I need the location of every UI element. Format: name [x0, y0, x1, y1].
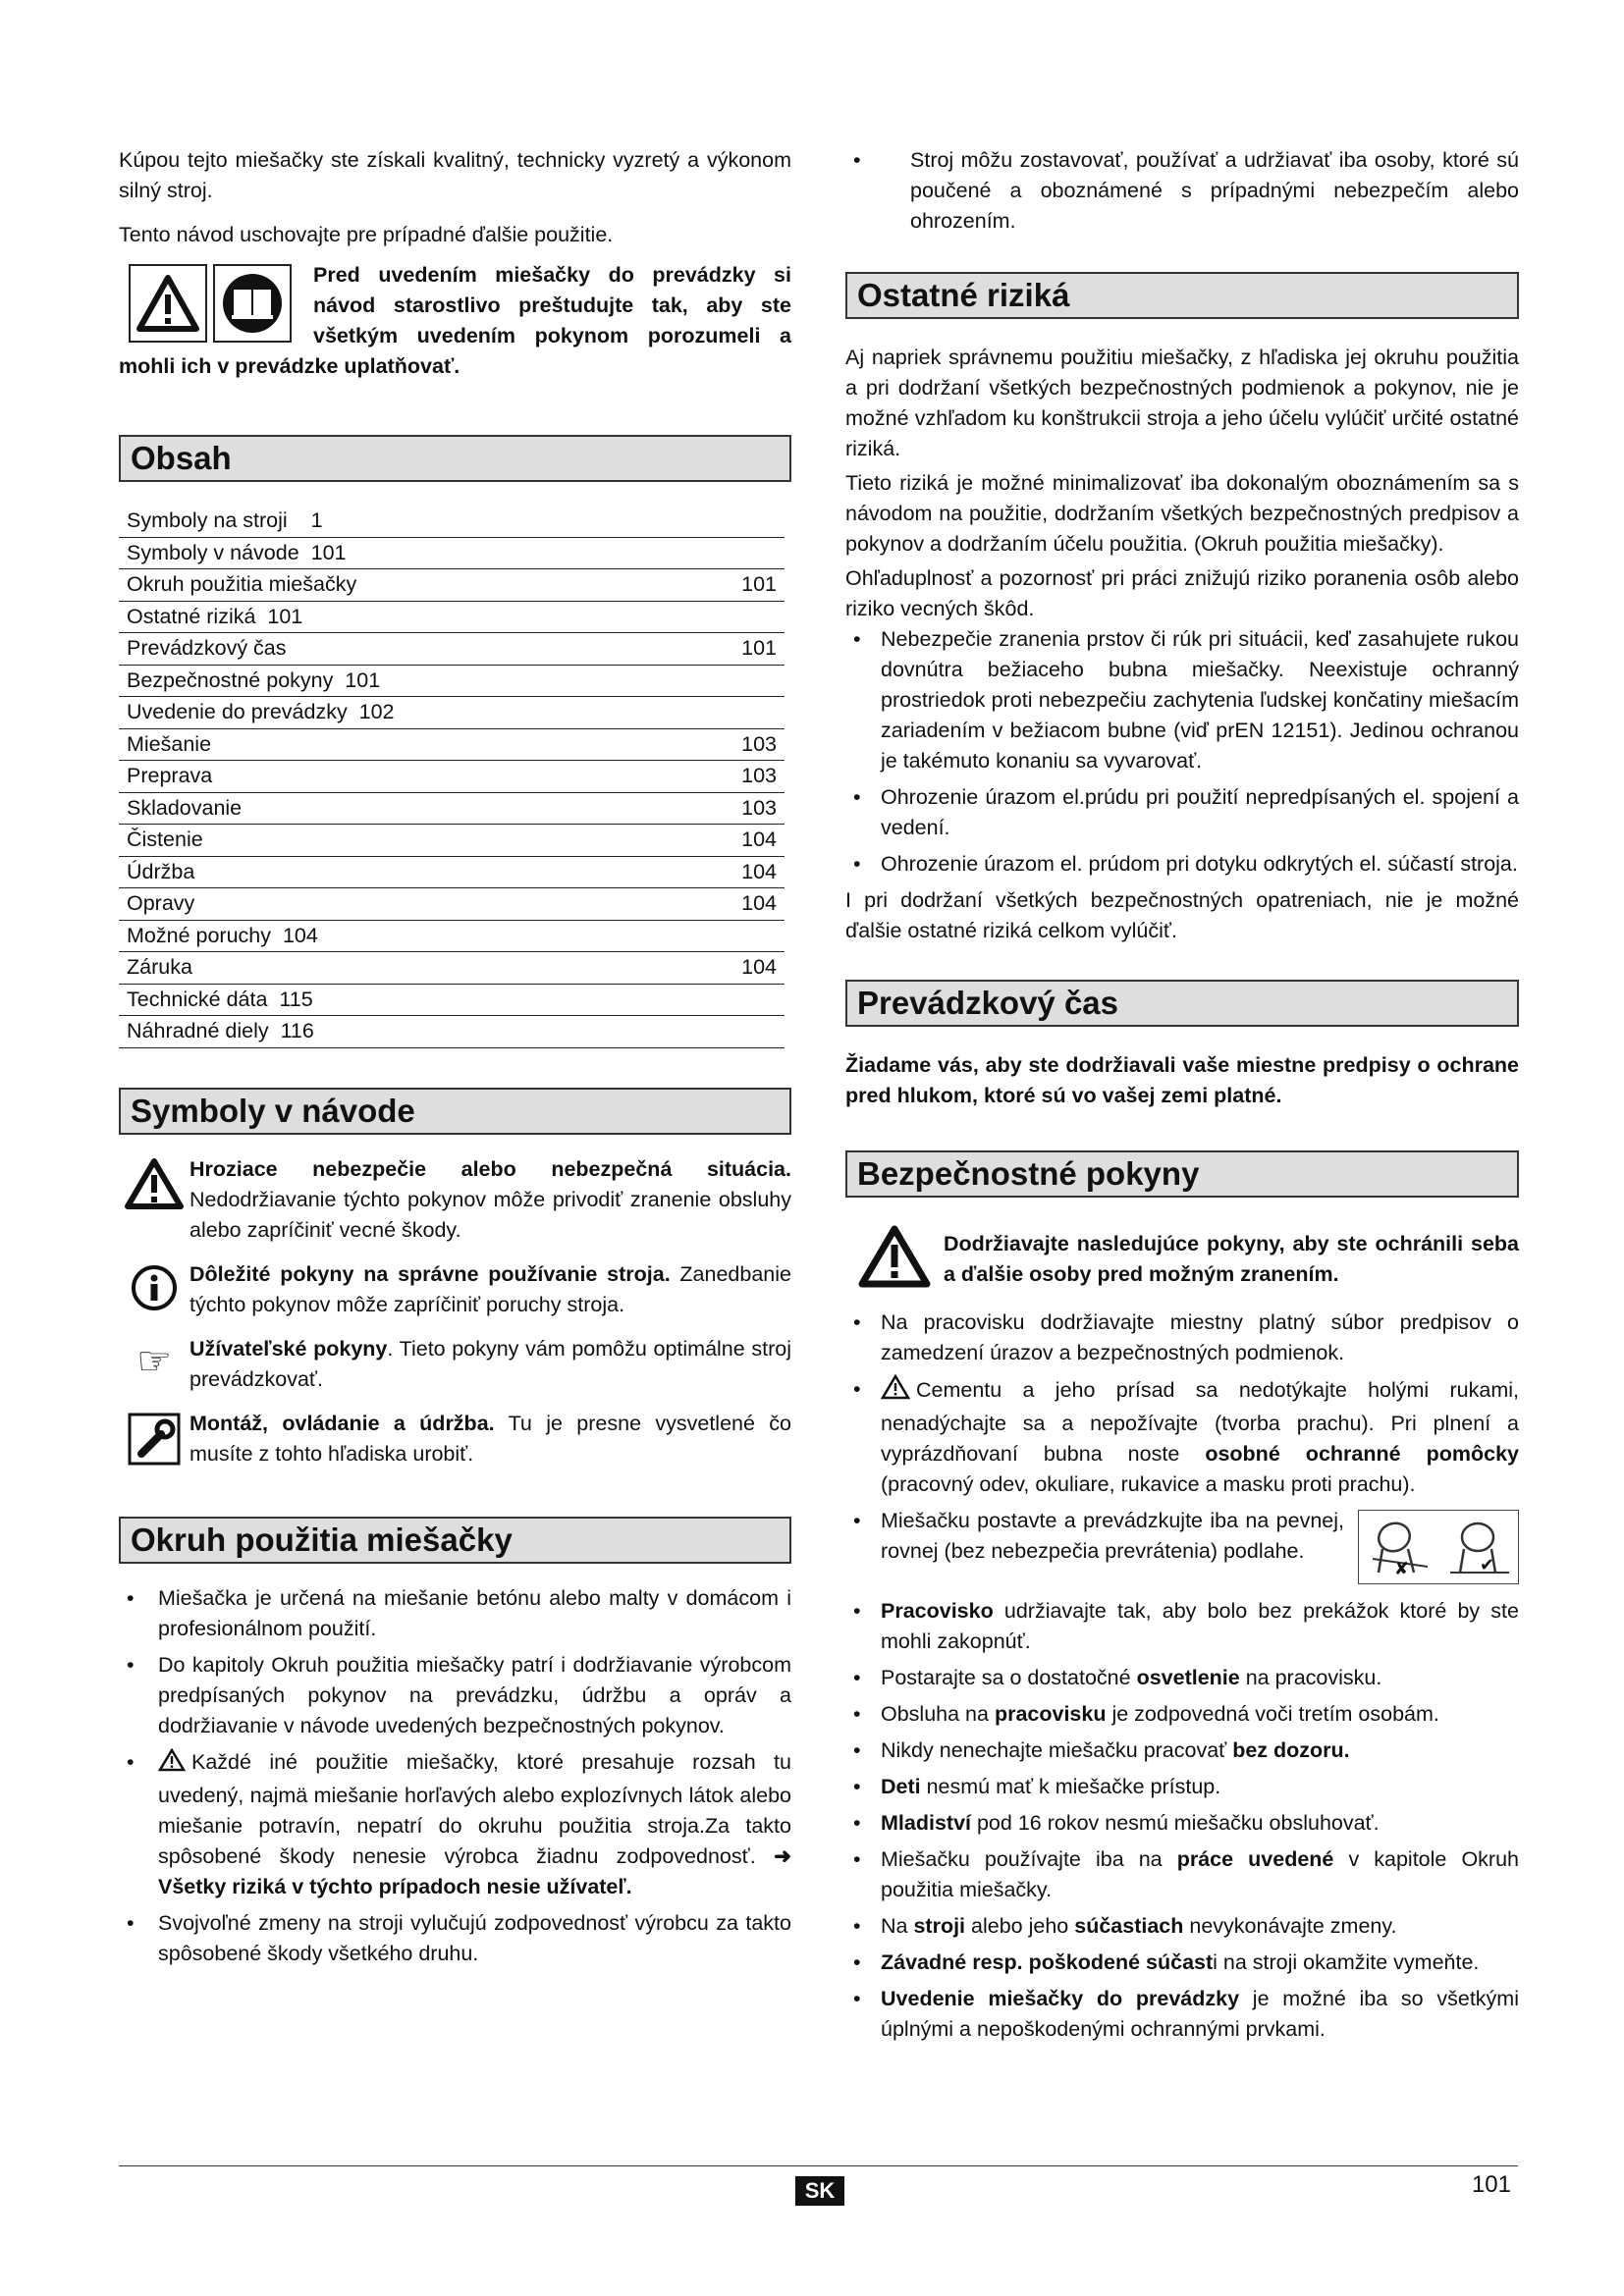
list-item: • Nikdy nenechajte miešačku pracovať bez dozoru.	[845, 1735, 1519, 1766]
symbol-info-title: Dôležité pokyny na správne používanie stroja.	[189, 1261, 671, 1286]
toc-label: Záruka	[119, 952, 690, 985]
list-item: • Nebezpečie zranenia prstov či rúk pri situácii, keď zasahujete rukou dovnútra bežiaceho bubna miešačky. Neexistuje ochranný prostriedok proti nebezpečiu zachytenia ľudskej končatiny miešacím zariadením v bežiacom bubne (viď prEN 12151). Jedinou ochranou je takémuto konaniu sa vyvarovať.	[845, 624, 1519, 776]
symbol-danger-title: Hroziace nebezpečie alebo nebezpečná situácia.	[189, 1156, 791, 1181]
symbol-info-text: Zanedbanie týchto pokynov môže zapríčiniť poruchy stroja.	[189, 1261, 791, 1316]
intro-paragraph-1: Kúpou tejto miešačky ste získali kvalitný, technicky vyzretý a výkonom silný stroj.	[119, 148, 791, 202]
symbol-assembly-row	[119, 1409, 791, 1469]
list-item: • Ohrozenie úrazom el.prúdu pri použití nepredpísaných el. spojení a vedení.	[845, 782, 1519, 843]
section-title-symboly: Symboly v návode	[119, 1088, 791, 1135]
warning-icons	[129, 264, 296, 345]
toc-label: Skladovanie	[119, 792, 690, 825]
list-item: • Miešačka je určená na miešanie betónu alebo malty v domácom i profesionálnom použití.	[119, 1583, 791, 1644]
footer-divider	[119, 2165, 1518, 2166]
list-item: • Každé iné použitie miešačky, ktoré presahuje rozsah tu uvedený, najmä miešanie horľavých alebo explozívnych látok alebo miešanie potravín, nepatrí do okruhu použitia stroja.Za takto spôsobené škody nenesie výrobca žiadnu zodpovednosť. ➜ Všetky riziká v týchto prípadoch nesie užívateľ.	[119, 1747, 791, 1902]
toc-row	[119, 506, 785, 537]
section-title-bezpecnostne-pokyny: Bezpečnostné pokyny	[845, 1150, 1519, 1198]
toc-row	[119, 1016, 785, 1048]
toc-row	[119, 792, 785, 825]
toc-page	[690, 601, 785, 633]
risks-list	[845, 624, 1519, 880]
list-item: • Na pracovisku dodržiavajte miestny platný súbor predpisov o zamedzení úrazov a bezpečnostných podmienok.	[845, 1308, 1519, 1368]
info-icon	[119, 1259, 189, 1320]
toc-label: Čistenie	[119, 825, 690, 857]
list-item: • Cementu a jeho prísad sa nedotýkajte holými rukami, nenadýchajte sa a nepožívajte (tvorba prachu). Pri plnení a vyprázdňovaní bubna noste osobné ochranné pomôcky (pracovný odev, okuliare, rukavice a masku proti prachu).	[845, 1374, 1519, 1500]
toc-row	[119, 665, 785, 697]
toc-page	[690, 665, 785, 697]
toc-label: Bezpečnostné pokyny 101	[119, 665, 690, 697]
svg-text:✔: ✔	[1479, 1555, 1494, 1575]
toc-row	[119, 952, 785, 985]
wrench-icon	[119, 1409, 189, 1469]
toc-page: 103	[690, 728, 785, 761]
toc-row	[119, 888, 785, 921]
risks-paragraph-4: I pri dodržaní všetkých bezpečnostných opatreniach, nie je možné ďalšie ostatné riziká celkom vylúčiť.	[845, 888, 1519, 942]
toc-page	[690, 984, 785, 1016]
toc-page: 104	[690, 856, 785, 888]
toc-row	[119, 697, 785, 729]
intro-paragraph-2: Tento návod uschovajte pre prípadné ďalšie použitie.	[119, 223, 614, 246]
safety-warning-row	[845, 1221, 1519, 1290]
toc-label: Údržba	[119, 856, 690, 888]
toc-page: 101	[690, 569, 785, 602]
toc-label: Okruh použitia miešačky	[119, 569, 690, 602]
toc-label: Miešanie	[119, 728, 690, 761]
toc-row	[119, 601, 785, 633]
section-title-ostatne-rizika: Ostatné riziká	[845, 272, 1519, 319]
toc-label: Náhradné diely 116	[119, 1016, 690, 1048]
section-title-prevadzkovy-cas: Prevádzkový čas	[845, 980, 1519, 1027]
warning-triangle-icon	[845, 1221, 944, 1290]
toc-page: 104	[690, 952, 785, 985]
symbol-assembly-title: Montáž, ovládanie a údržba.	[189, 1411, 495, 1435]
section-title-okruh: Okruh použitia miešačky	[119, 1517, 791, 1564]
arrow-icon: ➜	[773, 1843, 791, 1868]
toc-row	[119, 728, 785, 761]
list-item: • Do kapitoly Okruh použitia miešačky patrí i dodržiavanie výrobcom predpísaných pokynov na prevádzku, údržbu a opráv a dodržiavanie v návode uvedených bezpečnostných pokynov.	[119, 1650, 791, 1741]
toc-label: Možné poruchy 104	[119, 920, 690, 952]
symbol-hint-text: . Tieto pokyny vám pomôžu optimálne stroj prevádzkovať.	[189, 1336, 791, 1391]
toc-label: Symboly na stroji 1	[119, 506, 690, 537]
section-title-obsah: Obsah	[119, 435, 791, 482]
safety-list	[845, 1308, 1519, 2045]
list-item: • Závadné resp. poškodené súčasti na stroji okamžite vymeňte.	[845, 1948, 1519, 1978]
warning-triangle-icon	[129, 264, 207, 343]
toc-row	[119, 537, 785, 569]
symbol-danger-row	[119, 1154, 791, 1246]
toc-page: 101	[690, 633, 785, 666]
toc-page	[690, 537, 785, 569]
toc-row	[119, 569, 785, 602]
list-item: • ✘ ✔ Miešačku postavte a prevádzkujte iba na pevnej, rovnej (bez nebezpečia prevrátenia) podlahe.	[845, 1506, 1519, 1590]
operators-list	[845, 145, 1519, 237]
symbol-hint-row	[119, 1334, 791, 1395]
symbol-info-row	[119, 1259, 791, 1320]
symbol-danger-text: Nedodržiavanie týchto pokynov môže privodiť zranenie obsluhy alebo zapríčiniť vecné škody.	[189, 1187, 791, 1242]
toc-page: 103	[690, 761, 785, 793]
warning-triangle-icon	[119, 1154, 189, 1246]
read-manual-text: Pred uvedením miešačky do prevádzky si návod starostlivo preštudujte tak, aby ste všetkým uvedením pokynom porozumeli a mohli ich v prevádzke uplatňovať.	[119, 263, 791, 378]
list-item: • Ohrozenie úrazom el. prúdom pri dotyku odkrytých el. súčastí stroja.	[845, 849, 1519, 880]
read-manual-icon	[213, 264, 292, 343]
pointing-hand-icon: ☞	[136, 1339, 172, 1383]
list-item: • Svojvoľné zmeny na stroji vylučujú zodpovednosť výrobcu za takto spôsobené škody všetkého druhu.	[119, 1908, 791, 1969]
toc-label: Symboly v návode 101	[119, 537, 690, 569]
list-item: • Na stroji alebo jeho súčastiach nevykonávajte zmeny.	[845, 1911, 1519, 1942]
toc-page: 104	[690, 825, 785, 857]
list-item: • Stroj môžu zostavovať, používať a udržiavať iba osoby, ktoré sú poučené a oboznámené s prípadnými nebezpečím alebo ohrozením.	[845, 145, 1519, 237]
toc-page	[690, 1016, 785, 1048]
svg-text:✘: • ✘	[1393, 1559, 1409, 1578]
toc-row	[119, 984, 785, 1016]
safety-warning-text: Dodržiavajte nasledujúce pokyny, aby ste ochránili seba a ďalšie osoby pred možným zranením.	[944, 1232, 1519, 1286]
read-manual-warning	[119, 260, 791, 382]
warning-triangle-icon	[881, 1374, 910, 1409]
risks-paragraph-3: Ohľaduplnosť a pozornosť pri práci znižujú riziko poranenia osôb alebo riziko vecných škôd.	[845, 566, 1519, 620]
toc-label: Technické dáta 115	[119, 984, 690, 1016]
toc-label: Opravy	[119, 888, 690, 921]
right-column	[845, 145, 1519, 2051]
toc-row	[119, 825, 785, 857]
mixer-level-ok-icon	[1444, 1516, 1513, 1578]
toc-page	[690, 920, 785, 952]
toc-page	[690, 506, 785, 537]
symbol-hint-title: Užívateľské pokyny	[189, 1336, 388, 1361]
runtime-paragraph: Žiadame vás, aby ste dodržiavali vaše miestne predpisy o ochrane pred hlukom, ktoré sú vo vašej zemi platné.	[845, 1053, 1519, 1107]
warning-triangle-icon	[158, 1748, 186, 1781]
list-item: • Deti nesmú mať k miešačke prístup.	[845, 1772, 1519, 1802]
symbol-assembly-text: Tu je presne vysvetlené čo musíte z tohto hľadiska urobiť.	[189, 1411, 792, 1466]
usage-list	[119, 1583, 791, 1969]
toc-label: Preprava	[119, 761, 690, 793]
toc-row	[119, 920, 785, 952]
list-item: • Mladiství pod 16 rokov nesmú miešačku obsluhovať.	[845, 1808, 1519, 1839]
toc-row	[119, 856, 785, 888]
list-item: • Pracovisko udržiavajte tak, aby bolo bez prekážok ktoré by ste mohli zakopnúť.	[845, 1596, 1519, 1657]
risks-paragraph-2: Tieto riziká je možné minimalizovať iba dokonalým oboznámením sa s návodom na použitie, dodržaním všetkých bezpečnostných predpisov a pokynov a dodržaním účelu použitia. (Okruh použitia miešačky).	[845, 471, 1519, 556]
list-item: • Postarajte sa o dostatočné osvetlenie na pracovisku.	[845, 1663, 1519, 1693]
toc-page	[690, 697, 785, 729]
list-item: • Miešačku používajte iba na práce uvedené v kapitole Okruh použitia miešačky.	[845, 1844, 1519, 1905]
toc-page: 103	[690, 792, 785, 825]
mixer-placement-illustration	[1358, 1510, 1519, 1584]
left-column	[119, 145, 791, 1975]
toc-label: Ostatné riziká 101	[119, 601, 690, 633]
page-number: 101	[1471, 2171, 1511, 2198]
language-badge: SK	[795, 2176, 844, 2206]
risks-paragraph-1: Aj napriek správnemu použitiu miešačky, z hľadiska jej okruhu použitia a pri dodržaní všetkých bezpečnostných podmienok a pokynov, nie je možné vzhľadom ku konštrukcii stroja a jeho účelu vylúčiť určité ostatné riziká.	[845, 346, 1519, 460]
toc-row	[119, 633, 785, 666]
toc-page: 104	[690, 888, 785, 921]
list-item: • Obsluha na pracovisku je zodpovedná voči tretím osobám.	[845, 1699, 1519, 1730]
table-of-contents	[119, 506, 785, 1048]
toc-row	[119, 761, 785, 793]
toc-label: Uvedenie do prevádzky 102	[119, 697, 690, 729]
toc-label: Prevádzkový čas	[119, 633, 690, 666]
list-item: • Uvedenie miešačky do prevádzky je možné iba so všetkými úplnými a nepoškodenými ochrannými prvkami.	[845, 1984, 1519, 2045]
mixer-tilted-wrong-icon	[1365, 1516, 1434, 1578]
